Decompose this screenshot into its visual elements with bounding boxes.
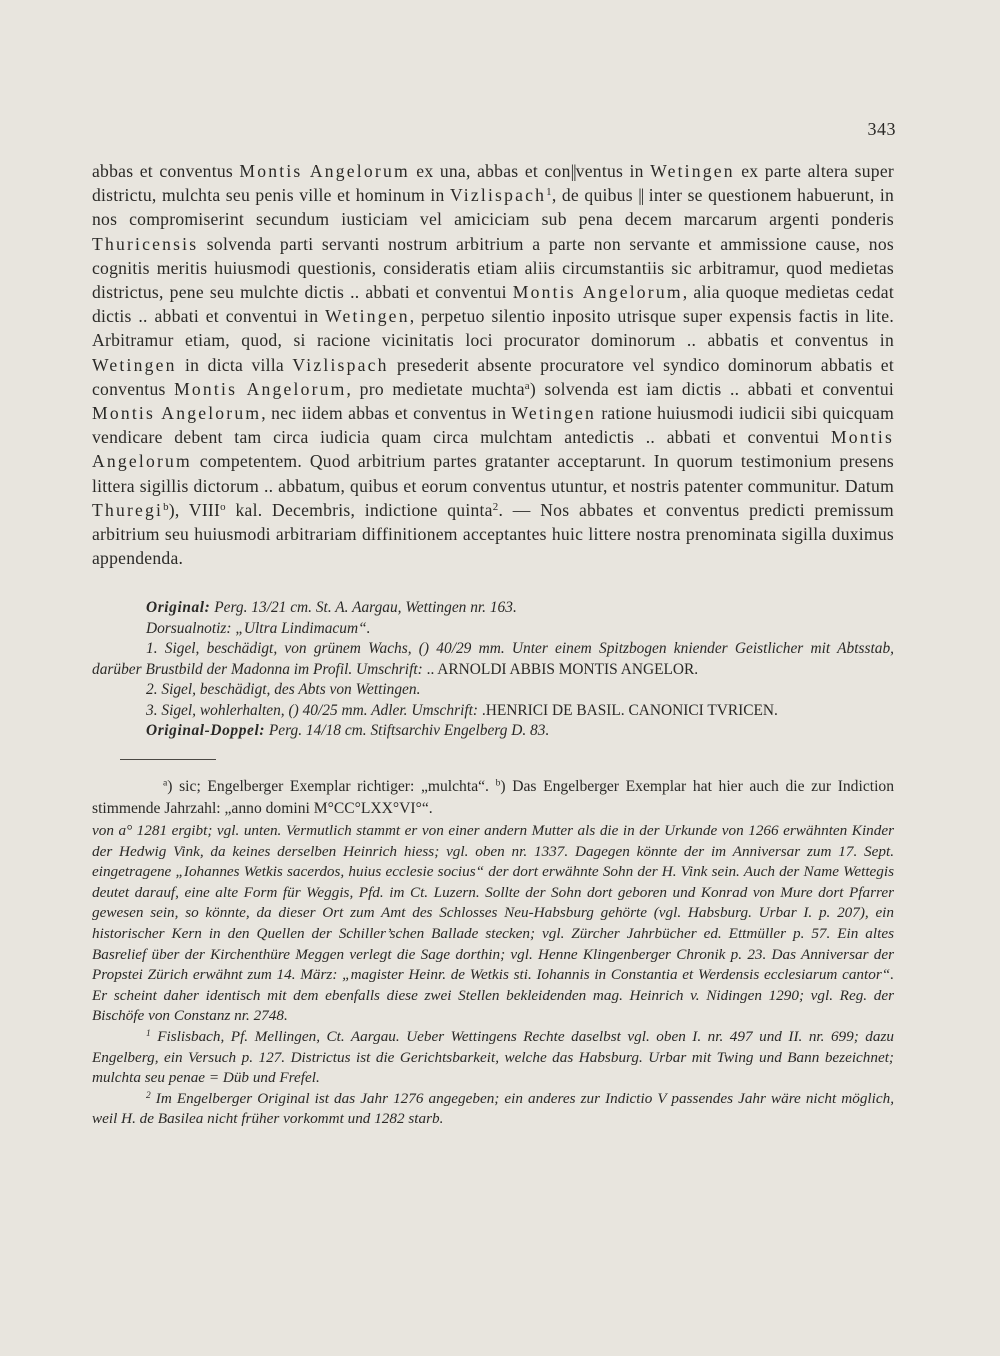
text-run: ), VIII bbox=[168, 499, 221, 520]
note-marker: 2 bbox=[146, 1090, 151, 1101]
spaced-name: Thuregi bbox=[92, 499, 164, 520]
spaced-name: Montis Angelorum bbox=[174, 378, 347, 399]
text-run: inter se questionem habuerunt, in nos compromiserint secundum iusticiam vel amiciciam sub pena decem marcarum argenti ponderis bbox=[92, 185, 895, 230]
spaced-name: Montis Angelorum bbox=[92, 427, 894, 472]
spaced-name: Vizlispach bbox=[292, 354, 389, 375]
text-run: ventus in bbox=[575, 161, 651, 181]
apparatus-original bbox=[92, 598, 894, 619]
commentary-note-continued: von a° 1281 ergibt; vgl. unten. Vermutlich stammt er von einer andern Mutter als die in der Urkunde von 1266 erwähnten Kinder der Hedwig Vink, da keines derselben Heinrich hiess; vgl. oben nr. 1337. Dagegen könnte der im Anniversar zum 17. Sept. eingetragene „Iohannes Wetkis sacerdos, huius ecclesie socius“ der dort erwähnte Sohn der H. Vink sein. Auch der Name Wettegis deutet darauf, eine alte Form für Weggis, Pfd. im Ct. Luzern. Sollte der Sohn dort geboren und Konrad von Mure dort Pfarrer gewesen sein, so könnte, da dieser Ort zum Amt des Schlosses Neu-Habsburg gehörte (vgl. Habsburg. Urbar I. p. 207), ein historischer Kern in den Quellen der Schiller’schen Ballade stecken; vgl. Zürcher Jahrbücher ed. Ettmüller p. 57. Ein altes Basrelief über der Kirchenthüre Meggen verlegt die Sage dorthin; vgl. Henne Klingenberger Chronik p. 23. Das Anniversar der Propstei Zürich erwähnt zum 14. März: „magister Heinr. de Wetkis sti. Iohannis in Constantia et Werdensis ecclesiarum cantor“. Er scheint daher identisch mit dem ebenfalls diese zwei Stellen bekleidenden mag. Heinrich v. Nidingen 1290; vgl. Reg. der Bischöfe von Constanz nr. 2748. bbox=[92, 822, 894, 1025]
spaced-name: Wetingen bbox=[92, 354, 177, 375]
note-text: Fislisbach, Pf. Mellingen, Ct. Aargau. Ueber Wettingens Rechte daselbst vgl. oben I. nr. 497 und II. nr. 699; dazu Engelberg, ein Versuch p. 127. Districtus ist die Gerichtsbarkeit, welche das Habsburg. Urbar mit Twing und Bann bezeichnet; mulchta seu penae = Düb und Frefel. bbox=[92, 1027, 894, 1087]
apparatus-label: Original: bbox=[146, 599, 211, 616]
note-marker: b bbox=[495, 777, 501, 789]
footnote-marker: 1 bbox=[546, 186, 552, 199]
textual-note bbox=[92, 776, 894, 819]
text-run: , perpetuo silentio inposito utrisque super expensis factis in lite. Arbitramur etiam, quod, si racione vicinitatis loci procurator dominorum .. abbatis et conventus in bbox=[92, 306, 894, 351]
seal-legend: .. ARNOLDI ABBIS MONTIS ANGELOR. bbox=[426, 660, 699, 678]
ordinal-marker: o bbox=[220, 500, 226, 513]
spaced-name: Thuricensis bbox=[92, 233, 199, 254]
apparatus-text: Perg. 13/21 cm. St. A. Aargau, Wettingen nr. 163. bbox=[210, 599, 517, 616]
spaced-name: Vizlispach bbox=[449, 185, 547, 206]
spaced-name: Wetingen bbox=[511, 403, 597, 424]
page-number: 343 bbox=[867, 119, 896, 139]
apparatus-seal-1 bbox=[92, 639, 894, 680]
text-run: solvenda parti servanti nostrum arbitrium a parte non servante et ammissione cause, nos cognitis meritis huiusmodi questionis, consideratis etiam aliis circumstantiis sic arbitramur, quod medietas districtus, pene seu mulchte dictis .. abbati et conventui bbox=[92, 233, 894, 303]
text-run: in dicta villa bbox=[176, 354, 293, 375]
text-run: , pro medietate muchta bbox=[346, 378, 525, 399]
note-text: ) sic; Engelberger Exemplar richtiger: „mulchta“. bbox=[167, 778, 496, 795]
line-break-mark: || bbox=[638, 185, 644, 206]
apparatus-label: Original-Doppel: bbox=[146, 722, 266, 739]
text-run: ex una, abbas et con bbox=[409, 161, 571, 181]
seal-legend: .HENRICI DE BASIL. CANONICI TVRICEN. bbox=[481, 701, 778, 719]
apparatus-dorsal-note: Dorsualnotiz: „Ultra Lindimacum“. bbox=[146, 619, 371, 637]
commentary-note-2 bbox=[92, 1089, 894, 1130]
line-break-mark: || bbox=[570, 161, 576, 181]
apparatus-text: 3. Sigel, wohlerhalten, () 40/25 mm. Adler. Umschrift: bbox=[146, 701, 482, 719]
footnote-marker: a bbox=[524, 379, 530, 392]
text-run: kal. Decembris, indictione quinta bbox=[225, 499, 493, 520]
spaced-name: Montis Angelorum bbox=[239, 161, 410, 181]
apparatus-text: 1. Sigel, beschädigt, von grünem Wachs, () 40/29 mm. Unter einem Spitzbogen kniender Geistlicher mit Abtsstab, darüber Brustbild der Madonna im Profil. Umschrift: bbox=[92, 640, 894, 678]
text-run: , nec iidem abbas et conventus in bbox=[261, 403, 512, 424]
spaced-name: Wetingen bbox=[650, 161, 735, 181]
commentary-notes bbox=[92, 821, 894, 1130]
text-run: presederit absente procuratore vel syndico dominorum abbatis et conventus bbox=[92, 354, 894, 399]
spaced-name: Montis Angelorum bbox=[512, 282, 683, 303]
footnote-marker: b bbox=[163, 500, 169, 513]
footnote-marker: 2 bbox=[492, 500, 499, 513]
text-run: ratione huiusmodi iudicii sibi quicquam vendicare debent tam circa iudicia quam circa mulchtam antedictis .. abbati et conventui bbox=[92, 403, 895, 448]
apparatus-duplicate bbox=[92, 721, 894, 742]
note-text: Im Engelberger Original ist das Jahr 1276 angegeben; ein anderes zur Indictio V passendes Jahr wäre nicht möglich, weil H. de Basilea nicht früher vorkommt und 1282 starb. bbox=[92, 1089, 894, 1128]
note-marker: a bbox=[163, 777, 168, 789]
spaced-name: Montis Angelorum bbox=[92, 403, 262, 424]
text-run: competentem. Quod arbitrium partes gratanter acceptarunt. In quorum testimonium presens littera sigillis dictorum .. abbatum, quibus et eorum conventus utuntur, et nostris patenter communitur. Datum bbox=[92, 451, 894, 496]
spaced-name: Wetingen bbox=[325, 306, 410, 327]
note-text: ) Das Engelberger Exemplar hat hier auch die zur Indiction stimmende Jahrzahl: „anno domini M°CC°LXX°VI°“. bbox=[92, 778, 894, 817]
footnote-divider bbox=[120, 759, 216, 760]
apparatus-text: Perg. 14/18 cm. Stiftsarchiv Engelberg D. 83. bbox=[265, 722, 550, 739]
apparatus-seal-3 bbox=[92, 701, 894, 722]
apparatus-seal-2: 2. Sigel, beschädigt, des Abts von Wettingen. bbox=[146, 681, 421, 698]
charter-paragraph bbox=[92, 159, 894, 570]
note-marker: 1 bbox=[146, 1028, 151, 1039]
text-run: ) solvenda est iam dictis .. abbati et conventui bbox=[529, 378, 895, 399]
text-run: , de quibus bbox=[551, 185, 639, 206]
commentary-note-1 bbox=[92, 1027, 894, 1089]
apparatus-criticus bbox=[92, 598, 894, 742]
charter-text bbox=[92, 159, 894, 570]
text-run: , alia quoque medietas cedat dictis .. abbati et conventui in bbox=[92, 282, 894, 327]
text-run: . — Nos abbates et conventus predicti premissum arbitrium seu huiusmodi arbitrariam diffinitionem acceptantes huic littere nostra prenominata sigilla duximus appendenda. bbox=[92, 499, 894, 569]
textual-notes bbox=[92, 776, 894, 819]
text-run: abbas et conventus bbox=[92, 161, 240, 181]
text-run: ex parte altera super districtu, mulchta seu penis ville et hominum in bbox=[92, 161, 894, 206]
